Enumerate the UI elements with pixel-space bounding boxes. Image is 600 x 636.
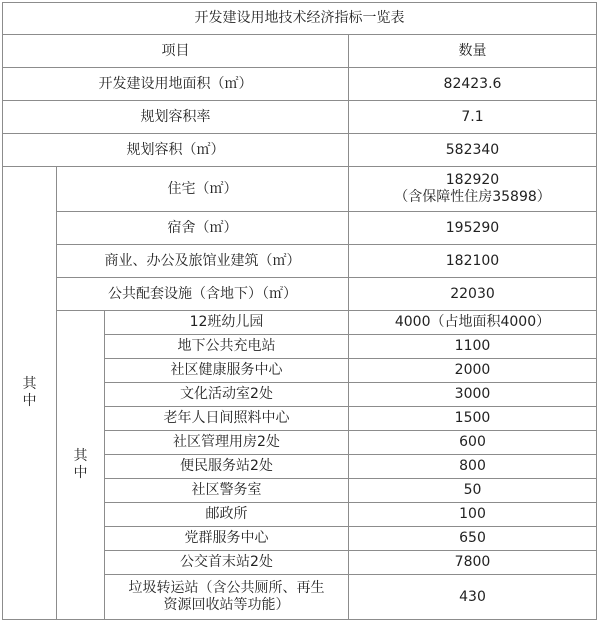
sub-group-label bbox=[57, 311, 105, 620]
row-label: 公共配套设施（含地下）（㎡） bbox=[57, 278, 349, 311]
row-label: 邮政所 bbox=[105, 503, 349, 527]
row-value bbox=[349, 167, 597, 212]
row-label: 社区警务室 bbox=[105, 479, 349, 503]
table-row bbox=[3, 134, 597, 167]
table-title: 开发建设用地技术经济指标一览表 bbox=[3, 3, 597, 35]
row-value: 800 bbox=[349, 455, 597, 479]
row-label: 老年人日间照料中心 bbox=[105, 407, 349, 431]
row-label: 党群服务中心 bbox=[105, 527, 349, 551]
row-label: 商业、办公及旅馆业建筑（㎡） bbox=[57, 245, 349, 278]
row-value: 1500 bbox=[349, 407, 597, 431]
row-label: 12班幼儿园 bbox=[105, 311, 349, 335]
table-row bbox=[3, 212, 597, 245]
row-label bbox=[105, 575, 349, 620]
row-value-note: （含保障性住房35898） bbox=[394, 189, 551, 205]
row-label: 文化活动室2处 bbox=[105, 383, 349, 407]
row-label: 规划容积（㎡） bbox=[3, 134, 349, 167]
row-value: 182100 bbox=[349, 245, 597, 278]
table-title-row bbox=[3, 3, 597, 35]
table-row bbox=[3, 101, 597, 134]
row-value: 1100 bbox=[349, 335, 597, 359]
row-value: 650 bbox=[349, 527, 597, 551]
row-label: 住宅（㎡） bbox=[57, 167, 349, 212]
sub-group-label-char: 中 bbox=[73, 465, 88, 481]
header-value: 数量 bbox=[349, 35, 597, 68]
row-value: 195290 bbox=[349, 212, 597, 245]
row-label: 地下公共充电站 bbox=[105, 335, 349, 359]
row-label: 便民服务站2处 bbox=[105, 455, 349, 479]
indicator-table bbox=[2, 2, 597, 620]
sub-group-label-char: 其 bbox=[73, 448, 88, 464]
row-value: 100 bbox=[349, 503, 597, 527]
row-value: 430 bbox=[349, 575, 597, 620]
group-label-char: 其 bbox=[22, 376, 37, 392]
row-value: 50 bbox=[349, 479, 597, 503]
row-value: 2000 bbox=[349, 359, 597, 383]
row-value: 582340 bbox=[349, 134, 597, 167]
row-value-main: 182920 bbox=[445, 172, 500, 188]
row-label: 开发建设用地面积（㎡） bbox=[3, 68, 349, 101]
row-value: 7.1 bbox=[349, 101, 597, 134]
row-value: 600 bbox=[349, 431, 597, 455]
row-label: 社区管理用房2处 bbox=[105, 431, 349, 455]
table-row bbox=[3, 68, 597, 101]
indicator-table-container bbox=[2, 2, 596, 632]
header-item: 项目 bbox=[3, 35, 349, 68]
row-label-line: 垃圾转运站（含公共厕所、再生 bbox=[128, 580, 325, 596]
group-label bbox=[3, 167, 57, 620]
row-value: 22030 bbox=[349, 278, 597, 311]
table-row bbox=[3, 311, 597, 335]
row-value: 82423.6 bbox=[349, 68, 597, 101]
group-label-char: 中 bbox=[22, 393, 37, 409]
row-label: 社区健康服务中心 bbox=[105, 359, 349, 383]
row-value: 3000 bbox=[349, 383, 597, 407]
row-label-line: 资源回收站等功能） bbox=[163, 597, 290, 613]
row-label: 规划容积率 bbox=[3, 101, 349, 134]
row-value: 4000（占地面积4000） bbox=[349, 311, 597, 335]
row-label: 宿舍（㎡） bbox=[57, 212, 349, 245]
table-row bbox=[3, 278, 597, 311]
row-value: 7800 bbox=[349, 551, 597, 575]
table-row bbox=[3, 245, 597, 278]
row-label: 公交首末站2处 bbox=[105, 551, 349, 575]
table-row bbox=[3, 167, 597, 212]
header-row bbox=[3, 35, 597, 68]
